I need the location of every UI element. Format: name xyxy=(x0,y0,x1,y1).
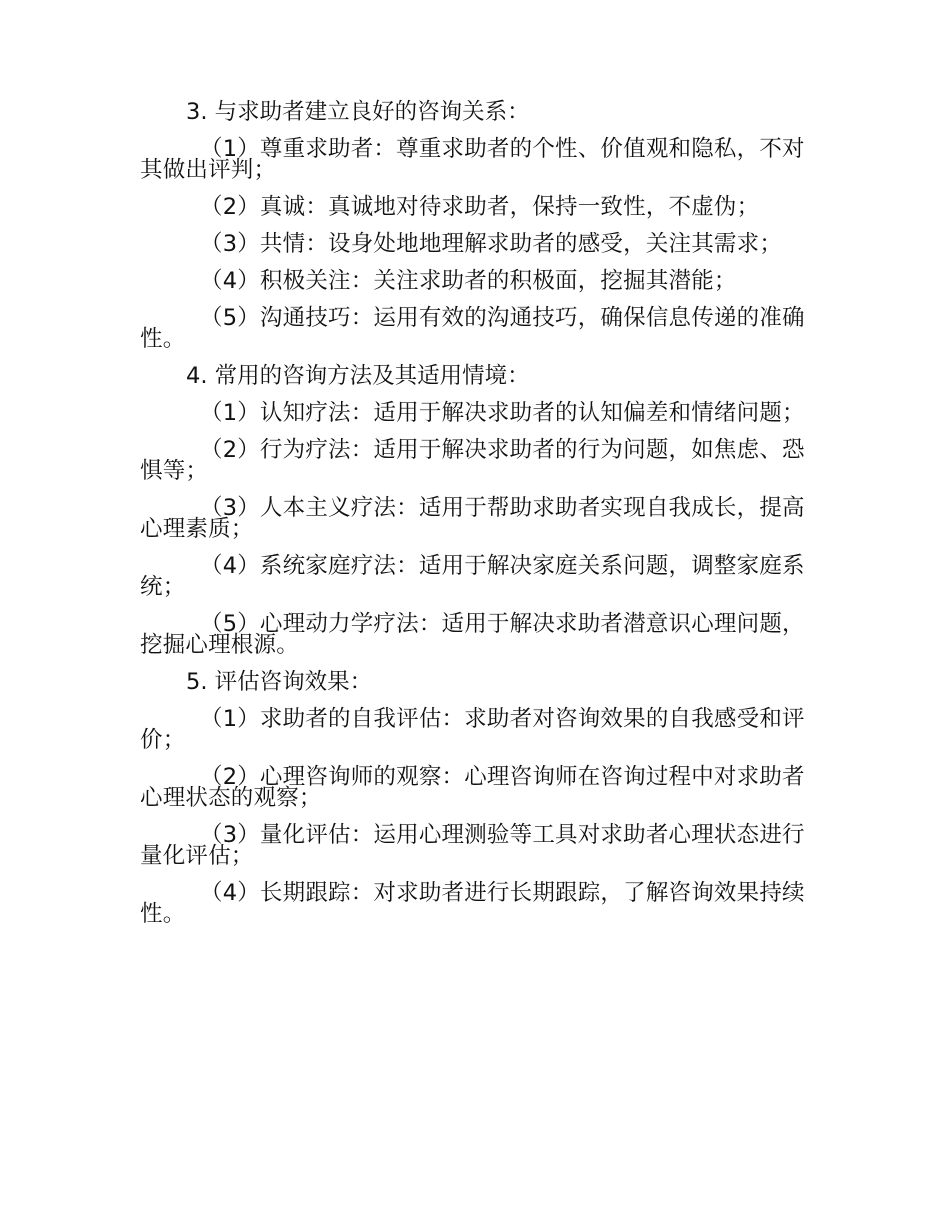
list-item: （1）求助者的自我评估：求助者对咨询效果的自我感受和评价； xyxy=(140,706,805,753)
list-item: （3）共情：设身处地地理解求助者的感受，关注其需求； xyxy=(200,231,783,257)
list-item: （4）积极关注：关注求助者的积极面，挖掘其潜能； xyxy=(200,268,737,294)
section-heading: 4. 常用的咨询方法及其适用情境： xyxy=(186,363,530,389)
list-item: （5）沟通技巧：运用有效的沟通技巧，确保信息传递的准确性。 xyxy=(140,305,805,352)
section-heading: 3. 与求助者建立良好的咨询关系： xyxy=(186,99,530,125)
list-item: （3）量化评估：运用心理测验等工具对求助者心理状态进行量化评估； xyxy=(140,822,805,869)
list-item: （3）人本主义疗法：适用于帮助求助者实现自我成长，提高心理素质； xyxy=(140,495,805,542)
list-item: （5）心理动力学疗法：适用于解决求助者潜意识心理问题，挖掘心理根源。 xyxy=(140,611,805,658)
list-item: （4）系统家庭疗法：适用于解决家庭关系问题，调整家庭系统； xyxy=(140,553,805,600)
list-item: （1）尊重求助者：尊重求助者的个性、价值观和隐私，不对其做出评判； xyxy=(140,136,805,183)
list-item: （4）长期跟踪：对求助者进行长期跟踪，了解咨询效果持续性。 xyxy=(140,880,805,927)
list-item: （2）真诚：真诚地对待求助者，保持一致性，不虚伪； xyxy=(200,194,760,220)
section-3 xyxy=(140,99,808,352)
list-item: （1）认知疗法：适用于解决求助者的认知偏差和情绪问题； xyxy=(200,400,805,426)
document-body xyxy=(140,99,808,941)
list-item: （2）行为疗法：适用于解决求助者的行为问题，如焦虑、恐惧等； xyxy=(140,437,805,484)
section-4 xyxy=(140,363,808,658)
section-5 xyxy=(140,669,808,927)
section-heading: 5. 评估咨询效果： xyxy=(186,669,373,695)
list-item: （2）心理咨询师的观察：心理咨询师在咨询过程中对求助者心理状态的观察； xyxy=(140,764,805,811)
